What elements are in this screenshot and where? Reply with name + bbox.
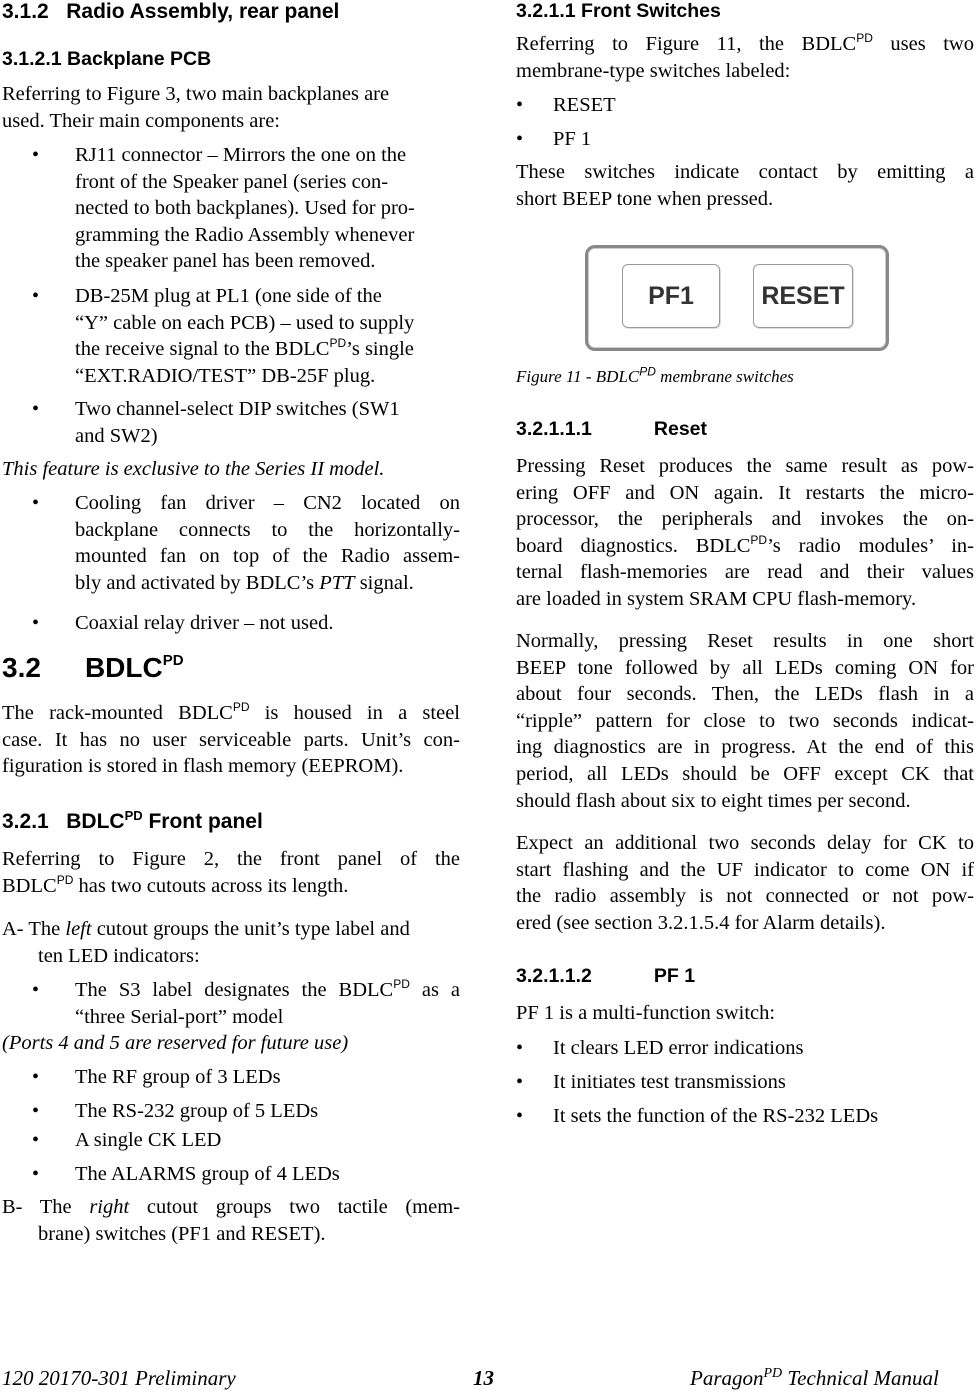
intro-paragraph: Referring to Figure 3, two main backplanes are used. Their main components are: — [2, 83, 390, 132]
list-item: • RJ11 connector – Mirrors the one on the front of the Speaker panel (series con- nected to both backplanes). Used for pro- gramming the Radio Assembly whenever the speaker panel has been removed. — [32, 144, 415, 273]
left-cutout-paragraph: A- The left cutout groups the unit’s type label and ten LED indicators: — [2, 918, 410, 967]
section-heading-3-2-1-1: 3.2.1.1 Front Switches — [516, 0, 721, 22]
section-heading-3-2-1: 3.2.1 $BDLC^{PD}$ Front panel — [2, 808, 263, 833]
list-item: • It initiates test transmissions — [516, 1071, 786, 1093]
reset-key[interactable]: RESET — [753, 264, 853, 328]
series-note: This feature is exclusive to the Series II model. — [2, 458, 385, 480]
list-item: • Coaxial relay driver – not used. — [32, 612, 334, 634]
section-heading-3-1-2-1: 3.1.2.1 Backplane PCB — [2, 48, 212, 70]
section-heading-pf1: 3.2.1.1.2 PF 1 — [516, 965, 696, 987]
list-item: • It clears LED error indications — [516, 1037, 804, 1059]
pf1-paragraph: PF 1 is a multi-function switch: — [516, 1002, 776, 1024]
list-item: • PF 1 — [516, 128, 592, 150]
beep-paragraph: These switches indicate contact by emitting a short BEEP tone when pressed. — [516, 161, 974, 210]
page-number: 13 — [473, 1366, 494, 1390]
figure-caption: Figure $11 - BDLC^{PD}$ membrane switches — [516, 364, 794, 386]
list-item: • Two channel-select DIP switches (SW1 and SW2) — [32, 398, 400, 447]
ports-note: (Ports 4 and 5 are reserved for future use) — [2, 1032, 349, 1054]
section-heading-reset: 3.2.1.1.1 Reset — [516, 418, 708, 440]
bdlc-paragraph: The rack-mounted $BDLC^{PD}$ is housed in a steel case. It has no user serviceable parts. Unit’s con- figuration is stored in flash memory (EEPROM). — [2, 700, 460, 778]
section-heading-3-2: 3.2 $BDLC^{PD}$ — [2, 652, 184, 683]
list-item: • RESET — [516, 94, 616, 116]
list-item: • The ALARMS group of 4 LEDs — [32, 1163, 340, 1185]
list-item: • It sets the function of the RS-232 LEDs — [516, 1105, 879, 1127]
footer-doc-number: 120 20170-301 Preliminary — [2, 1366, 236, 1390]
list-item: • DB-25M plug at PL1 (one side of the “Y” cable on each PCB) – used to supply the receive signal to the $BDLC^{PD}’s$ single “EXT.RADIO/TEST” DB-25F plug. — [32, 285, 415, 387]
pf1-key[interactable]: PF1 — [622, 264, 720, 328]
membrane-switch-panel — [585, 245, 889, 351]
normally-paragraph: Normally, pressing Reset results in one short BEEP tone followed by all LEDs coming ON for about four seconds. Then, the LEDs flash in a “ripple” pattern for close to two seconds indicat- ing diagnostics are in progress. At the end of this period, all LEDs should be OFF except CK that should flash about six to eight times per second. — [516, 630, 974, 812]
list-item: • A single CK LED — [32, 1129, 222, 1151]
list-item: • The RF group of 3 LEDs — [32, 1066, 281, 1088]
expect-paragraph: Expect an additional two seconds delay for CK to start flashing and the UF indicator to come ON if the radio assembly is not connected or not pow- ered (see section 3.2.1.5.4 for Alarm details). — [516, 832, 974, 934]
right-cutout-paragraph: B- The right cutout groups two tactile (mem- brane) switches (PF1 and RESET). — [2, 1196, 460, 1245]
section-heading-3-1-2: 3.1.2 Radio Assembly, rear panel — [2, 0, 340, 23]
switches-paragraph: Referring to Figure 11, the $BDLC^{PD}$ uses two membrane-type switches labeled: — [516, 31, 974, 82]
reset-paragraph: Pressing Reset produces the same result as pow- ering OFF and ON again. It restarts the micro- processor, the peripherals and invokes the on- board diagnostics. $BDLC^{PD}’s$ radio modules’ in- ternal flash-memories are read and their values are loaded in system SRAM CPU flash-memory. — [516, 455, 974, 610]
list-item: • The S3 label designates the $BDLC^{PD}$ as a “three Serial-port” model — [32, 977, 460, 1028]
list-item: • The RS-232 group of 5 LEDs — [32, 1100, 319, 1122]
front-panel-paragraph: Referring to Figure 2, the front panel of the $BDLC^{PD}$ has two cutouts across its length. — [2, 848, 460, 897]
list-item: • Cooling fan driver – CN2 located on backplane connects to the horizontally- mounted fan on top of the Radio assem- bly and activated by BDLC’s PTT signal. — [32, 492, 460, 594]
footer-manual-title: Paragon$^{PD}$ Technical Manual — [690, 1366, 939, 1390]
